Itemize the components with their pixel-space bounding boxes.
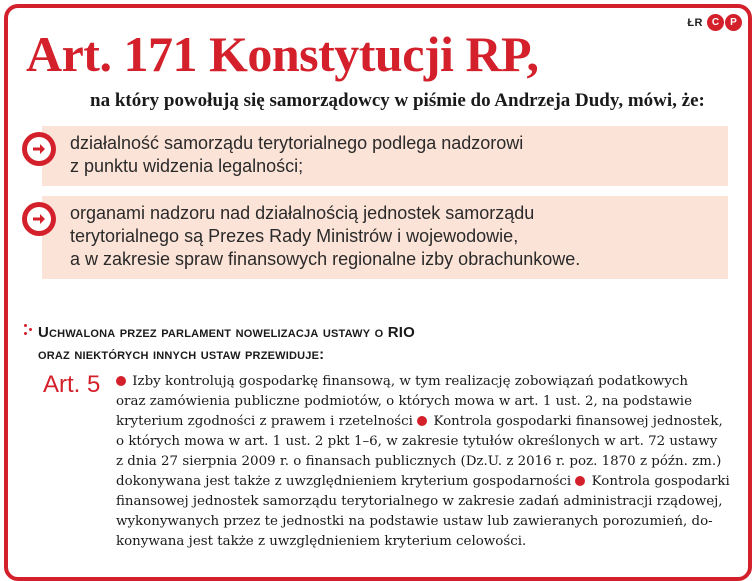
article-text-segment: Kontrola gospodarki	[587, 474, 730, 489]
page-title: Art. 171 Konstytucji RP,	[26, 26, 539, 82]
article-line	[116, 512, 728, 532]
arrow-right-icon	[22, 202, 56, 236]
bullet-dot-icon	[116, 376, 126, 386]
article-line	[116, 472, 728, 492]
article-line	[116, 452, 728, 472]
brand	[687, 14, 742, 31]
point-item	[42, 126, 728, 186]
bullet-dot-icon	[417, 416, 427, 426]
point-line: a w zakresie spraw finansowych regionalne izby obrachunkowe.	[70, 249, 581, 269]
article-line	[116, 532, 728, 552]
article-text-segment: Kontrola gospodarki finansowej jednostek,	[429, 414, 723, 429]
point-line: działalność samorządu terytorialnego podlega nadzorowi	[70, 133, 524, 153]
point-item	[42, 196, 728, 279]
point-line: terytorialnego są Prezes Rady Ministrów i wojewodowie,	[70, 226, 519, 246]
article-label: Art. 5	[43, 371, 101, 398]
bullet-dot-icon	[575, 476, 585, 486]
article-text-segment: Izby kontrolują gospodarkę finansową, w tym realizację zobowiązań podatkowych	[128, 374, 689, 389]
brand-initials: ŁR	[687, 16, 703, 29]
arrow-right-icon	[22, 132, 56, 166]
article-text-segment: konywana jest także z uwzględnieniem kryterium celowości.	[116, 534, 527, 549]
point-line: organami nadzoru nad działalnością jednostek samorządu	[70, 203, 535, 223]
article-text-segment: oraz zamówienia publiczne podmiotów, o których mowa w art. 1 ust. 2, na podstawie	[116, 394, 692, 409]
brand-logo-c: C	[707, 14, 724, 31]
article-line	[116, 492, 728, 512]
article-text-segment: wykonywanych przez te jednostki na podstawie ustaw lub zawieranych porozumień, do-	[116, 514, 713, 529]
page-subtitle: na który powołują się samorządowcy w piśmie do Andrzeja Dudy, mówi, że:	[90, 90, 705, 111]
article-line	[116, 432, 728, 452]
article-text	[116, 372, 728, 552]
points-list	[24, 126, 728, 289]
article-line	[116, 412, 728, 432]
article-text-segment: z dnia 27 sierpnia 2009 r. o finansach publicznych (Dz.U. z 2016 r. poz. 1870 z późn. zm.)	[116, 454, 722, 469]
article-text-segment: dokonywana jest także z uwzględnieniem kryterium gospodarności	[116, 474, 576, 489]
dots-icon	[24, 324, 34, 338]
brand-logo-p: P	[725, 14, 742, 31]
article-line	[116, 392, 728, 412]
article-line	[116, 372, 728, 392]
point-line: z punktu widzenia legalności;	[70, 156, 304, 176]
section-heading	[38, 322, 415, 366]
section-heading-line: Uchwalona przez parlament nowelizacja ustawy o RIO	[38, 324, 416, 341]
article-text-segment: kryterium zgodności z prawem i rzetelności	[116, 414, 418, 429]
brand-logo	[707, 14, 742, 31]
section-heading-line: oraz niektórych innych ustaw przewiduje:	[38, 346, 325, 363]
article-text-segment: finansowej jednostek samorządu terytorialnego w zakresie zadań administracji rządowej,	[116, 494, 723, 509]
article-text-segment: o których mowa w art. 1 ust. 2 pkt 1–6, w zakresie tytułów określonych w art. 72 ustawy	[116, 434, 718, 449]
